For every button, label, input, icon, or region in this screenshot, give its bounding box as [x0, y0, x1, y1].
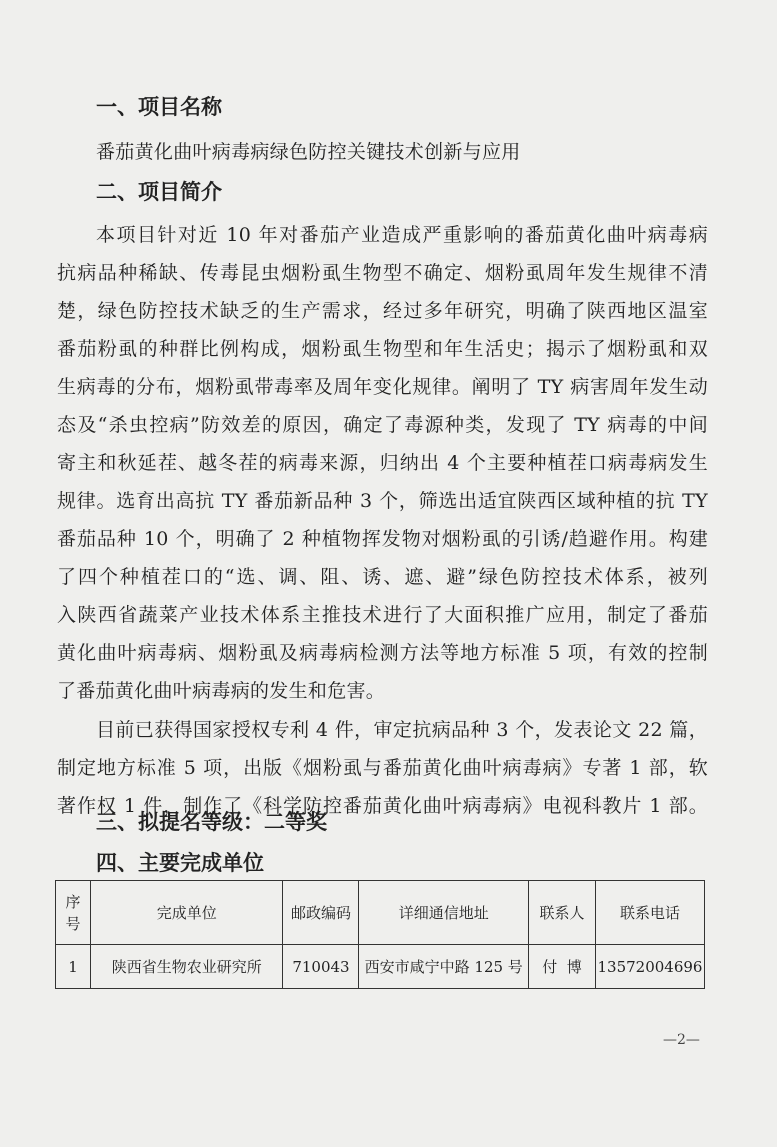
cell-phone: 13572004696	[595, 945, 704, 989]
summary-line: 著作权 1 件，制作了《科学防控番茄黄化曲叶病毒病》电视科教片 1 部。	[57, 795, 708, 817]
summary-line: 本项目针对近 10 年对番茄产业造成严重影响的番茄黄化曲叶病毒病	[96, 224, 708, 246]
header-address: 详细通信地址	[359, 881, 529, 945]
cell-postcode: 710043	[283, 945, 359, 989]
cell-contact: 付 博	[529, 945, 596, 989]
header-seq-line-2: 号	[65, 914, 81, 933]
summary-line: 目前已获得国家授权专利 4 件，审定抗病品种 3 个，发表论文 22 篇，	[96, 719, 708, 741]
header-seq-line-1: 序	[65, 892, 81, 911]
header-postcode: 邮政编码	[283, 881, 359, 945]
summary-line: 了番茄黄化曲叶病毒病的发生和危害。	[57, 680, 386, 702]
summary-line: 态及“杀虫控病”防效差的原因，确定了毒源种类，发现了 TY 病毒的中间	[57, 414, 708, 436]
project-name: 番茄黄化曲叶病毒病绿色防控关键技术创新与应用	[96, 141, 521, 163]
table-header-row	[56, 881, 705, 945]
header-contact: 联系人	[529, 881, 596, 945]
page-number: —2—	[663, 1032, 700, 1048]
section-4-title: 四、主要完成单位	[96, 851, 264, 875]
summary-line: 楚，绿色防控技术缺乏的生产需求，经过多年研究，明确了陕西地区温室	[57, 300, 708, 322]
summary-line: 抗病品种稀缺、传毒昆虫烟粉虱生物型不确定、烟粉虱周年发生规律不清	[57, 262, 708, 284]
section-2-title: 二、项目简介	[96, 180, 222, 204]
summary-line: 黄化曲叶病毒病、烟粉虱及病毒病检测方法等地方标准 5 项，有效的控制	[57, 642, 708, 664]
header-unit: 完成单位	[90, 881, 283, 945]
summary-line: 入陕西省蔬菜产业技术体系主推技术进行了大面积推广应用，制定了番茄	[57, 604, 708, 626]
header-seq	[56, 881, 91, 945]
table-row	[56, 945, 705, 989]
completion-units-table	[55, 880, 705, 989]
section-1-title: 一、项目名称	[96, 95, 222, 119]
section-3-title: 三、拟提名等级：二等奖	[96, 810, 327, 834]
summary-line: 了四个种植茬口的“选、调、阻、诱、遮、避”绿色防控技术体系，被列	[57, 566, 708, 588]
summary-line: 番茄品种 10 个，明确了 2 种植物挥发物对烟粉虱的引诱/趋避作用。构建	[57, 528, 708, 550]
cell-unit: 陕西省生物农业研究所	[90, 945, 283, 989]
summary-line: 番茄粉虱的种群比例构成，烟粉虱生物型和年生活史；揭示了烟粉虱和双	[57, 338, 708, 360]
summary-line: 生病毒的分布，烟粉虱带毒率及周年变化规律。阐明了 TY 病害周年发生动	[57, 376, 708, 398]
cell-seq: 1	[56, 945, 91, 989]
cell-address: 西安市咸宁中路 125 号	[359, 945, 529, 989]
summary-line: 规律。选育出高抗 TY 番茄新品种 3 个，筛选出适宜陕西区域种植的抗 TY	[57, 490, 708, 512]
header-phone: 联系电话	[595, 881, 704, 945]
summary-line: 寄主和秋延茬、越冬茬的病毒来源，归纳出 4 个主要种植茬口病毒病发生	[57, 452, 708, 474]
summary-line: 制定地方标准 5 项，出版《烟粉虱与番茄黄化曲叶病毒病》专著 1 部，软	[57, 757, 708, 779]
